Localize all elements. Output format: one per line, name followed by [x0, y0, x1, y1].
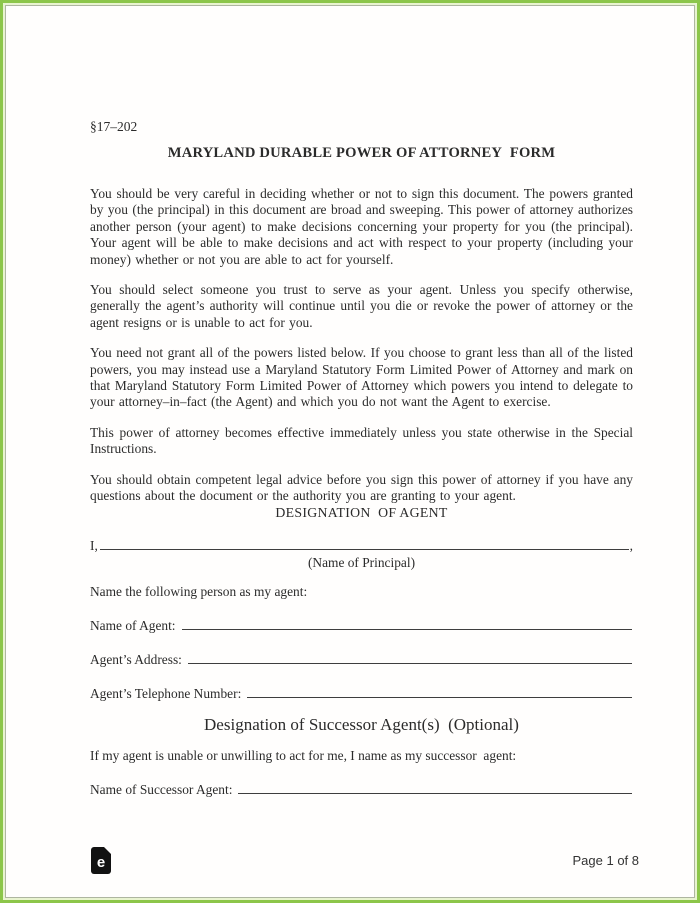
field-label: Name of Successor Agent: [90, 781, 233, 797]
intro-paragraph-3: You need not grant all of the powers listed below. If you choose to grant less than all of the listed powers, you may instead use a Maryland Statutory Form Limited Power of Attorney and mark on that Maryland Statutory Form Limited Power of Attorney which powers you intend to delegate to your attorney–in–fact (the Agent) and which you do not want the Agent to exercise. [90, 345, 633, 410]
page-footer [91, 847, 639, 874]
agent-name-field[interactable] [182, 615, 632, 630]
intro-paragraph-2: You should select someone you trust to serve as your agent. Unless you specify otherwise, generally the agent’s authority will continue until you die or revoke the power of attorney or the agent resigns or is unable to act for you. [90, 282, 633, 330]
intro-paragraph-5: You should obtain competent legal advice before you sign this power of attorney if you have any questions about the document or the authority you are granting to your agent. [90, 471, 633, 504]
field-label: Name of Agent: [90, 617, 176, 633]
principal-suffix: , [629, 537, 633, 553]
principal-name-caption: (Name of Principal) [307, 554, 416, 570]
principal-prefix: I, [90, 537, 98, 553]
form-title: MARYLAND DURABLE POWER OF ATTORNEY FORM [167, 145, 556, 161]
agent-telephone-field[interactable] [247, 683, 632, 698]
successor-intro-text: If my agent is unable or unwilling to act for me, I name as my successor agent: [90, 747, 517, 763]
agent-telephone-row [90, 683, 633, 702]
statute-reference: §17–202 [90, 119, 138, 134]
principal-name-row [90, 535, 633, 554]
successor-agent-name-row [90, 779, 633, 798]
intro-paragraph-4: This power of attorney becomes effective immediately unless you state otherwise in the Special Instructions. [90, 424, 633, 457]
field-label: Agent’s Address: [90, 651, 182, 667]
successor-agents-heading: Designation of Successor Agent(s) (Optional) [204, 714, 519, 734]
agent-intro-text: Name the following person as my agent: [90, 583, 308, 599]
intro-paragraph-1: You should be very careful in deciding whether or not to sign this document. The powers granted by you (the principal) in this document are broad and sweeping. This power of attorney authorizes another person (your agent) to make decisions concerning your property for you (the principal). Your agent will be able to make decisions and act with respect to your property (including your money) whether or not you are able to act for yourself. [90, 186, 633, 267]
successor-agent-name-field[interactable] [238, 779, 632, 794]
eforms-logo-icon [91, 847, 111, 874]
agent-address-field[interactable] [188, 649, 632, 664]
poa-form-page [90, 119, 633, 798]
logo-letter: e [96, 853, 106, 871]
field-label: Agent’s Telephone Number: [90, 685, 242, 701]
designation-of-agent-heading: DESIGNATION OF AGENT [275, 504, 448, 520]
page-number: Page 1 of 8 [572, 853, 639, 868]
agent-name-row [90, 615, 633, 634]
agent-address-row [90, 649, 633, 668]
principal-name-field[interactable] [100, 535, 629, 550]
document-fold-icon [104, 847, 111, 854]
